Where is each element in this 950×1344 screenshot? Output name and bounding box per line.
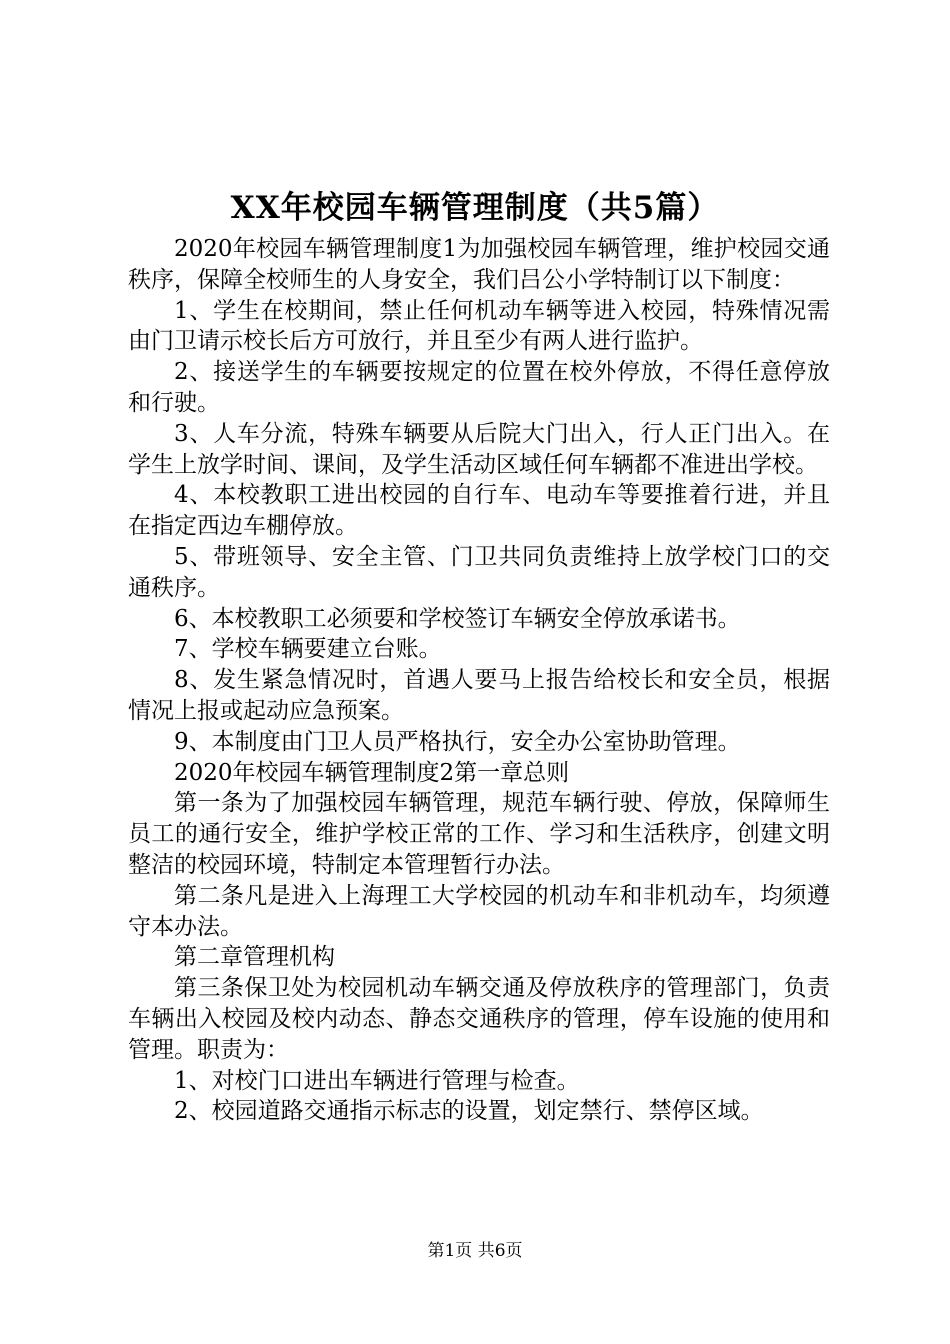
- paragraph: 2、接送学生的车辆要按规定的位置在校外停放，不得任意停放和行驶。: [128, 359, 830, 416]
- paragraph: 4、本校教职工进出校园的自行车、电动车等要推着行进，并且在指定西边车棚停放。: [128, 482, 830, 540]
- paragraph: 第二条凡是进入上海理工大学校园的机动车和非机动车，均须遵守本办法。: [128, 882, 830, 940]
- paragraph: 6、本校教职工必须要和学校签订车辆安全停放承诺书。: [174, 605, 741, 632]
- paragraph: 第三条保卫处为校园机动车辆交通及停放秩序的管理部门，负责车辆出入校园及校内动态、静态交通秩序的管理，停车设施的使用和管理。职责为：: [128, 975, 830, 1063]
- paragraph: 第一条为了加强校园车辆管理，规范车辆行驶、停放，保障师生员工的通行安全，维护学校正常的工作、学习和生活秩序，创建文明整洁的校园环境，特制定本管理暂行办法。: [128, 790, 830, 878]
- paragraph: 5、带班领导、安全主管、门卫共同负责维持上放学校门口的交通秩序。: [128, 543, 830, 601]
- document-body: [128, 234, 830, 1127]
- paragraph: 3、人车分流，特殊车辆要从后院大门出入，行人正门出入。在学生上放学时间、课间，及学生活动区域任何车辆都不准进出学校。: [128, 420, 830, 478]
- paragraph: 2、校园道路交通指示标志的设置，划定禁行、禁停区域。: [174, 1098, 764, 1125]
- page-footer: 第1页 共6页: [427, 1241, 523, 1261]
- paragraph: 9、本制度由门卫人员严格执行，安全办公室协助管理。: [174, 728, 741, 755]
- document-title: XX年校园车辆管理制度（共5篇）: [230, 190, 720, 226]
- paragraph: 1、对校门口进出车辆进行管理与检查。: [174, 1067, 580, 1094]
- paragraph: 7、学校车辆要建立台账。: [174, 636, 442, 663]
- paragraph: 1、学生在校期间，禁止任何机动车辆等进入校园，特殊情况需由门卫请示校长后方可放行，并且至少有两人进行监护。: [128, 297, 830, 355]
- paragraph: 2020年校园车辆管理制度1为加强校园车辆管理，维护校园交通秩序，保障全校师生的人身安全，我们吕公小学特制订以下制度：: [128, 236, 830, 293]
- chapter-heading: 第二章管理机构: [174, 944, 335, 971]
- paragraph: 8、发生紧急情况时，首遇人要马上报告给校长和安全员，根据情况上报或起动应急预案。: [128, 667, 830, 724]
- section-heading: 2020年校园车辆管理制度2第一章总则: [174, 759, 570, 786]
